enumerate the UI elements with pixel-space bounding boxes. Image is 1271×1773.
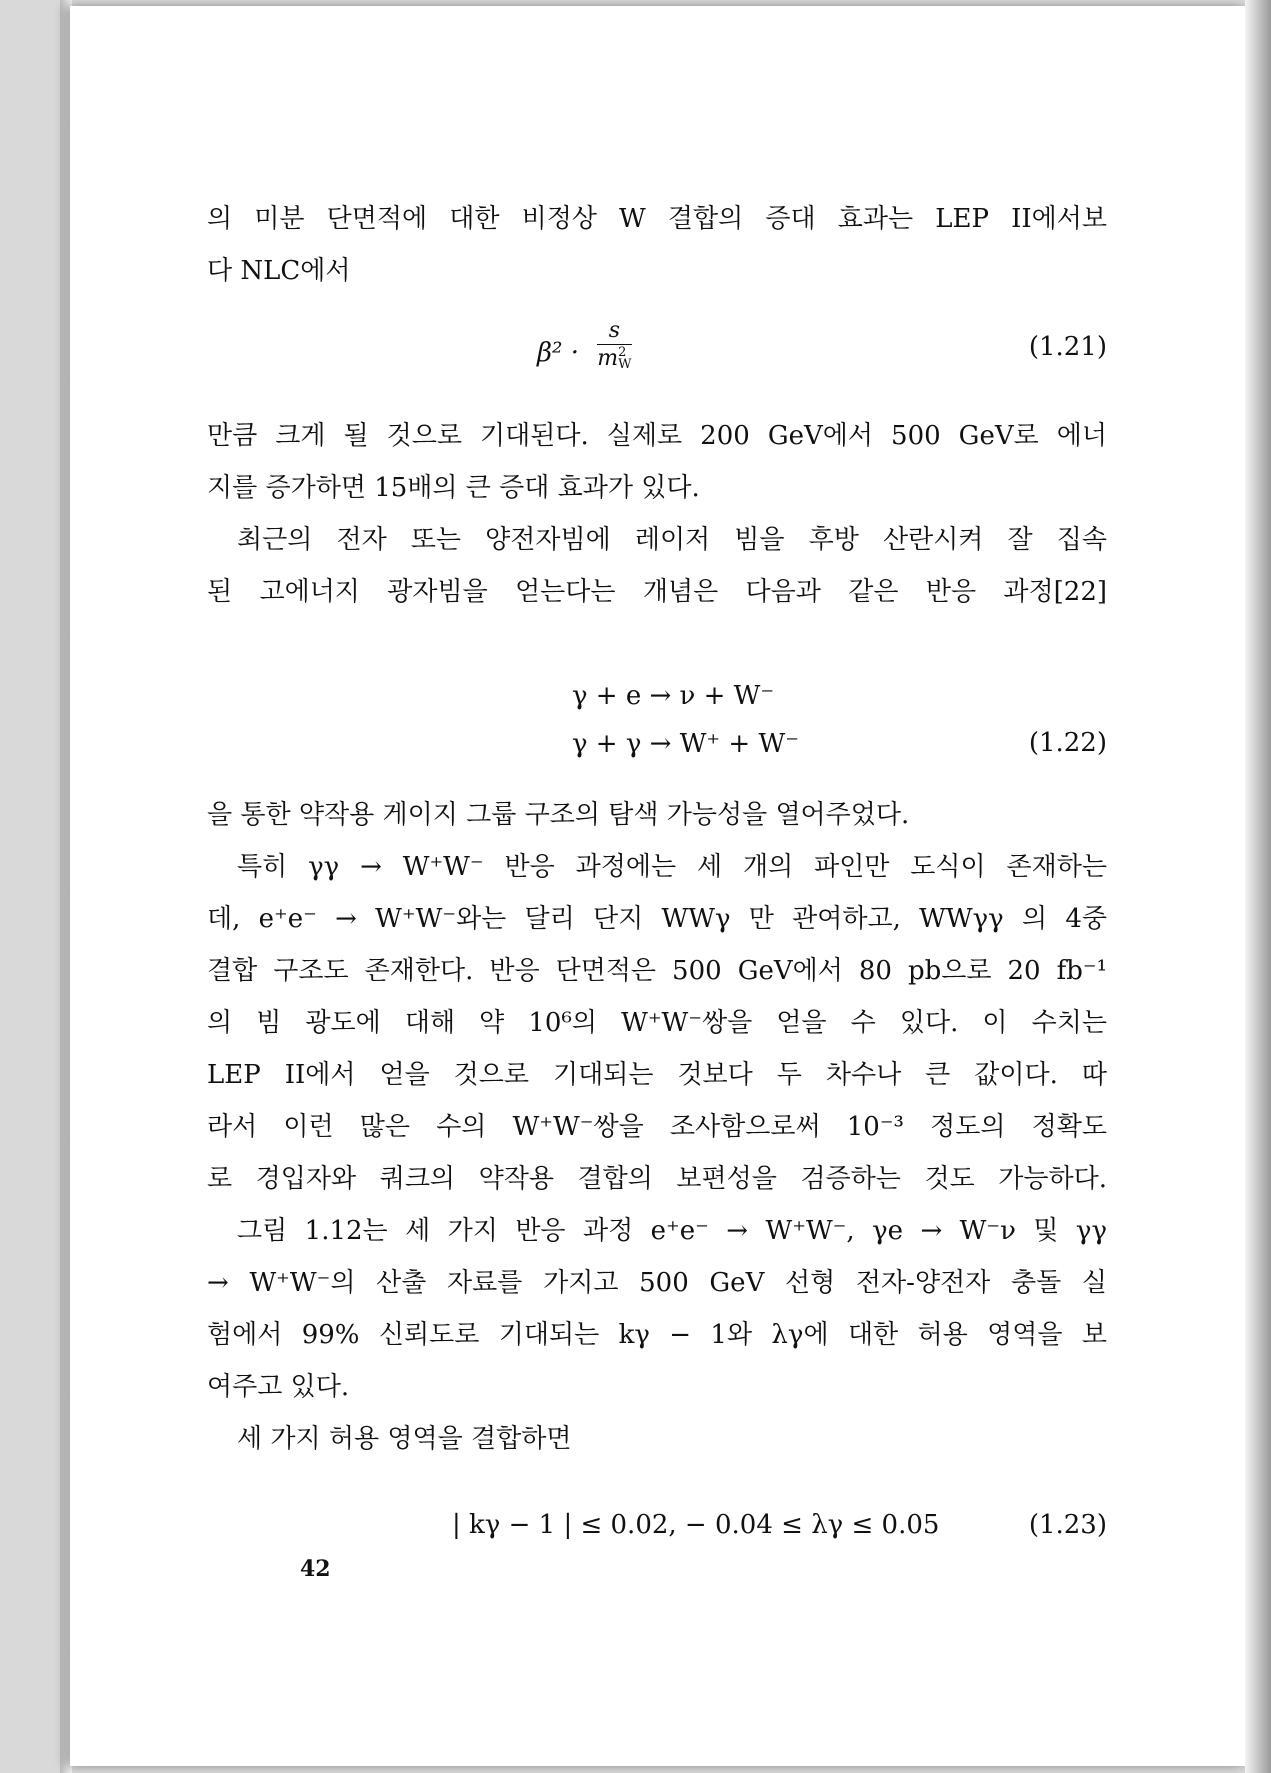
equation-1-23: [207, 1502, 1107, 1554]
text-line: 결합 구조도 존재한다. 반응 단면적은 500 GeV에서 80 pb으로 20 fb⁻¹: [207, 956, 1107, 986]
equation-number: (1.22): [1028, 728, 1107, 758]
eq-prefix: β² ·: [537, 337, 579, 368]
text-line: 로 경입자와 쿼크의 약작용 결합의 보편성을 검증하는 것도 가능하다.: [207, 1164, 1107, 1194]
fraction-numerator: s: [597, 318, 631, 345]
den-var: m: [597, 346, 619, 371]
eq-line-1: γ + e → ν + W⁻: [572, 681, 775, 711]
den-sub: W: [618, 357, 632, 372]
text-line: 그림 1.12는 세 가지 반응 과정 e⁺e⁻ → W⁺W⁻, γe → W⁻ν 및 γγ: [237, 1216, 1107, 1246]
den-sup: 2: [618, 345, 627, 360]
equation-1-21: [207, 318, 1107, 388]
paragraph-3: [207, 514, 1107, 618]
text-line: 만큼 크게 될 것으로 기대된다. 실제로 200 GeV에서 500 GeV로 에너: [207, 421, 1107, 451]
paragraph-4: [207, 789, 1107, 1205]
fraction: [597, 318, 631, 373]
equation-body: [537, 318, 632, 373]
text-line: 세 가지 허용 영역을 결합하면: [237, 1424, 572, 1454]
page-number: 42: [300, 1556, 331, 1582]
text-line: 라서 이런 많은 수의 W⁺W⁻쌍을 조사함으로써 10⁻³ 정도의 정확도: [207, 1112, 1107, 1142]
text-line: 여주고 있다.: [207, 1372, 350, 1402]
equation-number: (1.21): [1028, 332, 1107, 362]
equation-number: (1.23): [1028, 1510, 1107, 1540]
paragraph-6: [207, 1413, 1107, 1465]
text-line: → W⁺W⁻의 산출 자료를 가지고 500 GeV 선형 전자-양전자 충돌 실: [207, 1268, 1107, 1298]
equation-body: | kγ − 1 | ≤ 0.02, − 0.04 ≤ λγ ≤ 0.05: [452, 1510, 940, 1540]
text-line: 최근의 전자 또는 양전자빔에 레이저 빔을 후방 산란시켜 잘 집속: [237, 525, 1107, 555]
fraction-denominator: [597, 345, 631, 373]
text-line: 지를 증가하면 15배의 큰 증대 효과가 있다.: [207, 473, 700, 503]
equation-1-22: [207, 672, 1107, 772]
text-line: 된 고에너지 광자빔을 얻는다는 개념은 다음과 같은 반응 과정[22]: [207, 577, 1107, 607]
eq-line-2: γ + γ → W⁺ + W⁻: [572, 729, 799, 759]
text-line: 데, e⁺e⁻ → W⁺W⁻와는 달리 단지 WWγ 만 관여하고, WWγγ 의 4중: [207, 904, 1107, 934]
paragraph-1: [207, 193, 1107, 297]
text-line: 험에서 99% 신뢰도로 기대되는 kγ − 1와 λγ에 대한 허용 영역을 보: [207, 1320, 1107, 1350]
text-line: 특히 γγ → W⁺W⁻ 반응 과정에는 세 개의 파인만 도식이 존재하는: [237, 852, 1107, 882]
text-line: 의 미분 단면적에 대한 비정상 W 결합의 증대 효과는 LEP II에서보: [207, 204, 1107, 234]
text-line: 다 NLC에서: [207, 256, 351, 286]
text-line: LEP II에서 얻을 것으로 기대되는 것보다 두 차수나 큰 값이다. 따: [207, 1060, 1107, 1090]
text-line: 을 통한 약작용 게이지 그룹 구조의 탐색 가능성을 열어주었다.: [207, 800, 910, 830]
page-edge-right: [1245, 0, 1271, 1773]
equation-body: [572, 672, 799, 768]
paragraph-5: [207, 1205, 1107, 1413]
text-line: 의 빔 광도에 대해 약 10⁶의 W⁺W⁻쌍을 얻을 수 있다. 이 수치는: [207, 1008, 1107, 1038]
paragraph-2: [207, 410, 1107, 514]
